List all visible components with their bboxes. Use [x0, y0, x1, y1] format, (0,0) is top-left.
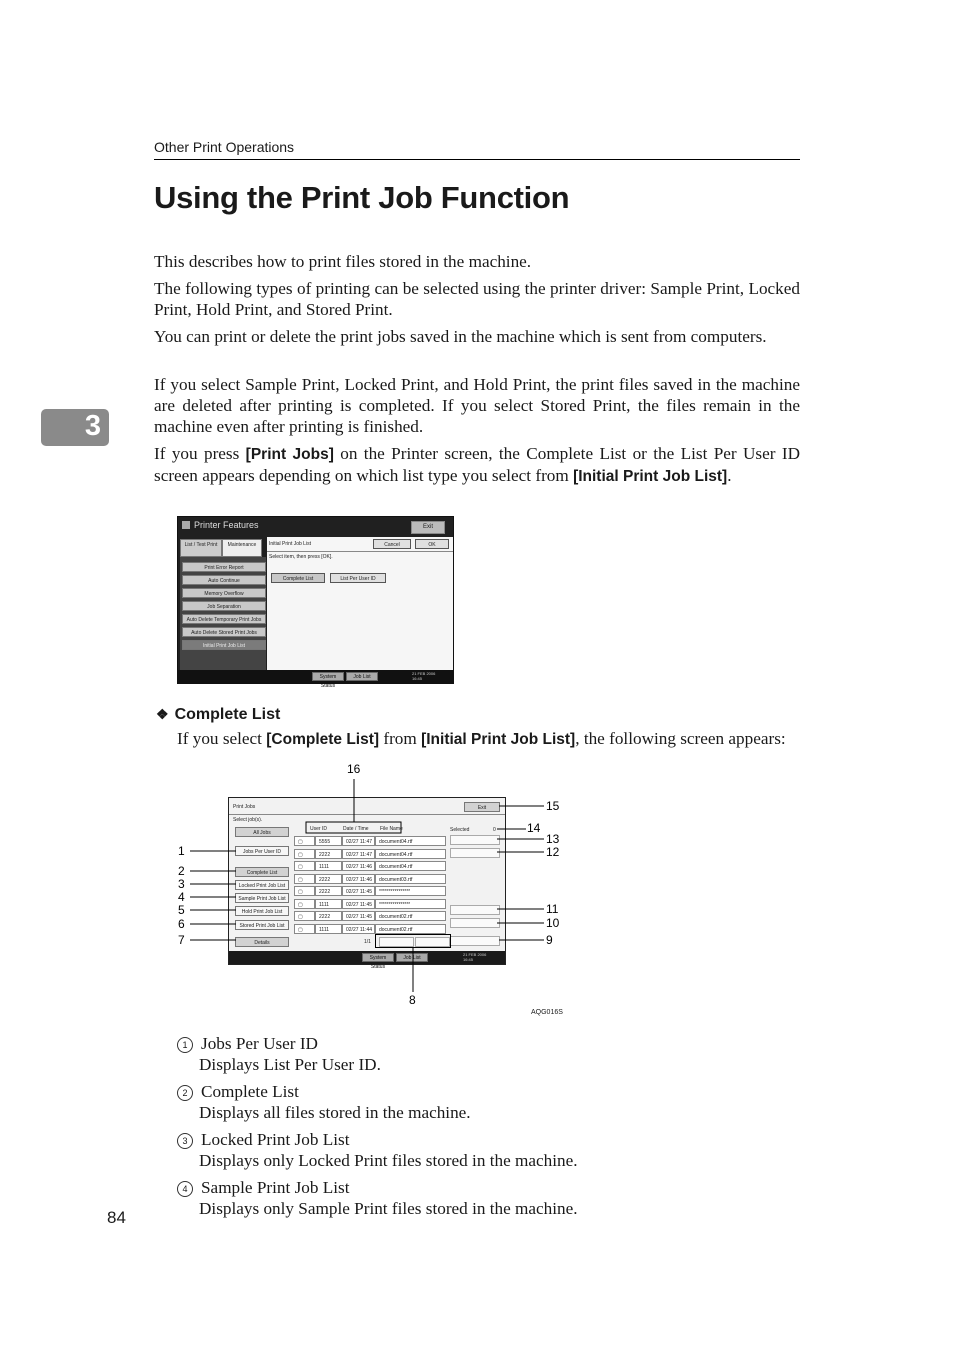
date-time: 21 FEB 2006 16:45 — [463, 952, 487, 962]
menu-item[interactable]: Memory Overflow — [182, 588, 266, 598]
all-jobs-button[interactable]: All Jobs — [235, 827, 289, 837]
job-row[interactable]: ▢ 5555 02/27 11:47 document04.rtf — [294, 836, 446, 846]
exit-button[interactable]: Exit — [411, 521, 445, 534]
hold-print-job-list-button[interactable]: Hold Print Job List — [235, 906, 289, 916]
ok-button[interactable]: OK — [415, 539, 449, 549]
jobs-per-user-id-button[interactable]: Jobs Per User ID — [235, 846, 289, 856]
panel-title: Initial Print Job List — [269, 541, 311, 547]
column-user-id: User ID — [310, 826, 327, 832]
complete-list-key: [Complete List] — [266, 731, 380, 748]
complete-list-button[interactable]: Complete List — [235, 867, 289, 877]
cancel-button[interactable]: Cancel — [373, 539, 411, 549]
circled-number: 1 — [177, 1037, 193, 1053]
callout-5: 5 — [178, 903, 185, 917]
diamond-bullet-icon: ❖ — [156, 706, 169, 722]
exit-button[interactable]: Exit — [464, 802, 500, 812]
job-row[interactable]: ▢ 1111 02/27 11:46 document04.rtf — [294, 861, 446, 871]
list-item: 4 Sample Print Job List Displays only Sample Print files stored in the machine. — [177, 1177, 797, 1219]
section-heading: ❖ Complete List — [156, 706, 281, 723]
job-list-button[interactable]: Job List — [396, 953, 428, 962]
job-row[interactable]: ▢ 2222 02/27 11:45 **************** — [294, 886, 446, 896]
job-row[interactable]: ▢ 2222 02/27 11:47 document04.rtf — [294, 849, 446, 859]
screen-title: Printer Features — [182, 520, 259, 530]
chapter-number: 3 — [84, 410, 101, 442]
callout-15: 15 — [546, 799, 560, 813]
initial-print-job-list-key: [Initial Print Job List] — [573, 468, 728, 485]
menu-item[interactable]: Auto Continue — [182, 575, 266, 585]
system-status-button[interactable]: System Status — [362, 953, 394, 962]
page-number: 84 — [107, 1208, 126, 1227]
paragraph-5: If you press [Print Jobs] on the Printer screen, the Complete List or the List Per User ID screen appears depending on which list type you select from [Initial Print Job List]. — [154, 444, 800, 485]
paragraph-4: If you select Sample Print, Locked Print, and Hold Print, the print files saved in the machine are deleted after printing is completed. If you select Stored Print, the files remain in the machine even after printing is finished. — [154, 375, 800, 436]
callout-6: 6 — [178, 917, 185, 931]
system-status-button[interactable]: System Status — [312, 672, 344, 681]
callout-3: 3 — [178, 877, 185, 891]
menu-item-selected[interactable]: Initial Print Job List — [182, 640, 266, 650]
selected-count: 0 — [493, 827, 496, 833]
page-title: Using the Print Job Function — [154, 180, 570, 215]
sample-print-job-list-button[interactable]: Sample Print Job List — [235, 893, 289, 903]
date-time: 21 FEB 2006 16:45 — [412, 671, 436, 681]
details-button[interactable]: Details — [235, 937, 289, 947]
circled-number: 3 — [177, 1133, 193, 1149]
menu-item[interactable]: Print Error Report — [182, 562, 266, 572]
callout-8: 8 — [409, 993, 416, 1007]
circled-number: 4 — [177, 1181, 193, 1197]
complete-list-option[interactable]: Complete List — [271, 573, 325, 583]
print-jobs-key: [Print Jobs] — [245, 446, 334, 463]
job-row[interactable]: ▢ 1111 02/27 11:44 document02.rtf — [294, 924, 446, 934]
tab-list-test-print[interactable]: List / Test Print — [180, 539, 222, 557]
list-per-user-id-option[interactable]: List Per User ID — [330, 573, 386, 583]
callout-7: 7 — [178, 933, 185, 947]
column-date-time: Date / Time — [343, 826, 369, 832]
callout-10: 10 — [546, 916, 560, 930]
menu-item[interactable]: Auto Delete Temporary Print Jobs — [182, 614, 266, 624]
locked-print-job-list-button[interactable]: Locked Print Job List — [235, 880, 289, 890]
menu-item[interactable]: Auto Delete Stored Print Jobs — [182, 627, 266, 637]
callout-9: 9 — [546, 933, 553, 947]
job-row[interactable]: ▢ 1111 02/27 11:45 **************** — [294, 899, 446, 909]
callout-13: 13 — [546, 832, 560, 846]
menu-item[interactable]: Job Separation — [182, 601, 266, 611]
list-item: 3 Locked Print Job List Displays only Locked Print files stored in the machine. — [177, 1129, 797, 1171]
circled-number: 2 — [177, 1085, 193, 1101]
callout-2: 2 — [178, 864, 185, 878]
instruction-text: Select job(s). — [233, 817, 263, 823]
paragraph-1: This describes how to print files stored in the machine. — [154, 252, 532, 271]
paragraph-3: You can print or delete the print jobs saved in the machine which is sent from computers. — [154, 327, 767, 346]
list-item: 2 Complete List Displays all files stored in the machine. — [177, 1081, 797, 1123]
running-header: Other Print Operations — [154, 139, 295, 155]
callout-14: 14 — [527, 821, 541, 835]
tab-maintenance[interactable]: Maintenance — [222, 539, 262, 557]
list-item: 1 Jobs Per User ID Displays List Per User ID. — [177, 1033, 797, 1075]
callout-11: 11 — [546, 902, 559, 916]
callout-4: 4 — [178, 890, 185, 904]
figure-code: AQG016S — [531, 1009, 563, 1016]
selected-label: Selected — [450, 827, 470, 833]
stored-print-job-list-button[interactable]: Stored Print Job List — [235, 920, 289, 930]
column-file-name: File Name — [380, 826, 403, 832]
job-row[interactable]: ▢ 2222 02/27 11:46 document03.rtf — [294, 874, 446, 884]
job-row[interactable]: ▢ 2222 02/27 11:45 document02.rtf — [294, 911, 446, 921]
callout-1: 1 — [178, 844, 185, 858]
job-list-button[interactable]: Job List — [346, 672, 378, 681]
page-indicator: 1/1 — [364, 939, 371, 945]
initial-print-job-list-key: [Initial Print Job List] — [421, 731, 576, 748]
section-text: If you select [Complete List] from [Initial Print Job List], the following screen appears: — [177, 729, 786, 748]
instruction-text: Select item, then press [OK]. — [269, 554, 333, 560]
callout-16: 16 — [347, 762, 361, 776]
callout-12: 12 — [546, 845, 560, 859]
screen-title: Print Jobs — [233, 804, 256, 810]
paragraph-2: The following types of printing can be selected using the printer driver: Sample Print, Locked Print, Hold Print, and Stored Print. — [154, 279, 800, 319]
